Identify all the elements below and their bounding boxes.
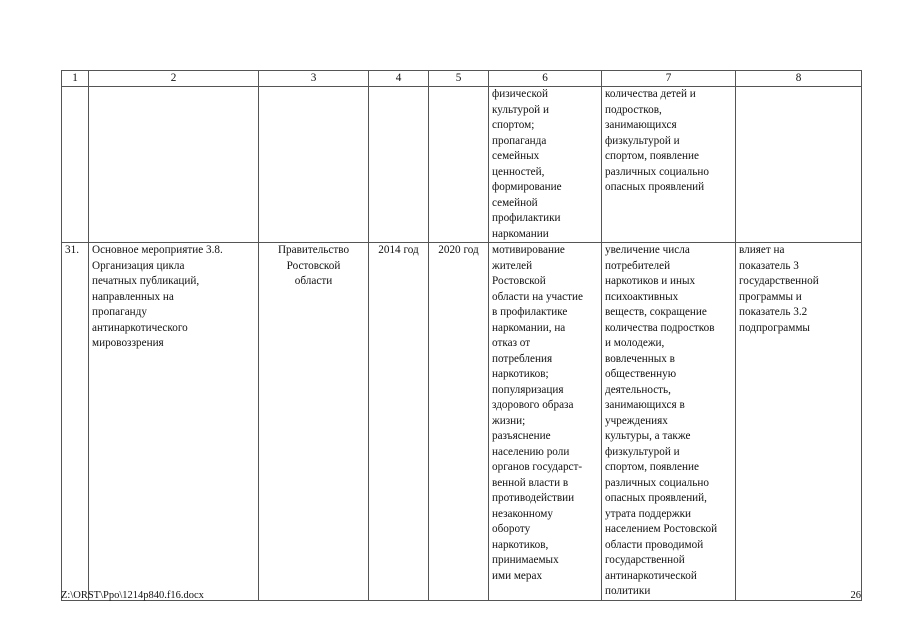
column-header-1: 1 — [62, 71, 89, 87]
column-header-5: 5 — [429, 71, 489, 87]
table-cell-number — [62, 87, 89, 243]
table-cell-start-year — [369, 87, 429, 243]
table-cell-indicator-link: влияет на показатель 3 государственной программы и показатель 3.2 подпрограммы — [736, 243, 862, 601]
table-cell-executor — [259, 87, 369, 243]
table-cell-measure: Основное мероприятие 3.8. Организация цикла печатных публикаций, направленных на пропаганду антинаркотического мировоззрения — [89, 243, 259, 601]
table-cell-number: 31. — [62, 243, 89, 601]
table-cell-expected-result: мотивирование жителей Ростовской области на участие в профилактике наркомании, на отказ от потребления наркотиков; популяризация здорового образа жизни; разъяснение населению роли органов государст- венной власти в противодействии незаконному обороту наркотиков, принимаемых ими мерах — [489, 243, 602, 601]
table-cell-consequences: увеличение числа потребителей наркотиков и иных психоактивных веществ, сокращение количества подростков и молодежи, вовлеченных в общественную деятельность, занимающихся в учреждениях культуры, а также физкультурой и спортом, появление различных социально опасных проявлений, утрата поддержки населением Ростовской области проводимой государственной антинаркотической политики — [602, 243, 736, 601]
table-cell-indicator-link — [736, 87, 862, 243]
column-header-2: 2 — [89, 71, 259, 87]
table-cell-measure — [89, 87, 259, 243]
table-cell-start-year: 2014 год — [369, 243, 429, 601]
column-header-6: 6 — [489, 71, 602, 87]
header-row — [62, 71, 862, 87]
table-cell-end-year: 2020 год — [429, 243, 489, 601]
table-cell-end-year — [429, 87, 489, 243]
table-cell-expected-result: физической культурой и спортом; пропаганда семейных ценностей, формирование семейной профилактики наркомании — [489, 87, 602, 243]
table-row-continuation — [62, 87, 862, 243]
table-row-31 — [62, 243, 862, 601]
footer-file-path: Z:\ORST\Ppo\1214p840.f16.docx — [61, 590, 204, 601]
column-header-3: 3 — [259, 71, 369, 87]
column-header-8: 8 — [736, 71, 862, 87]
table-cell-consequences: количества детей и подростков, занимающихся физкультурой и спортом, появление различных социально опасных проявлений — [602, 87, 736, 243]
page-number: 26 — [850, 590, 861, 601]
table-cell-executor: Правительство Ростовской области — [259, 243, 369, 601]
column-header-7: 7 — [602, 71, 736, 87]
page-footer — [61, 590, 861, 601]
document-table — [61, 70, 862, 601]
column-header-4: 4 — [369, 71, 429, 87]
